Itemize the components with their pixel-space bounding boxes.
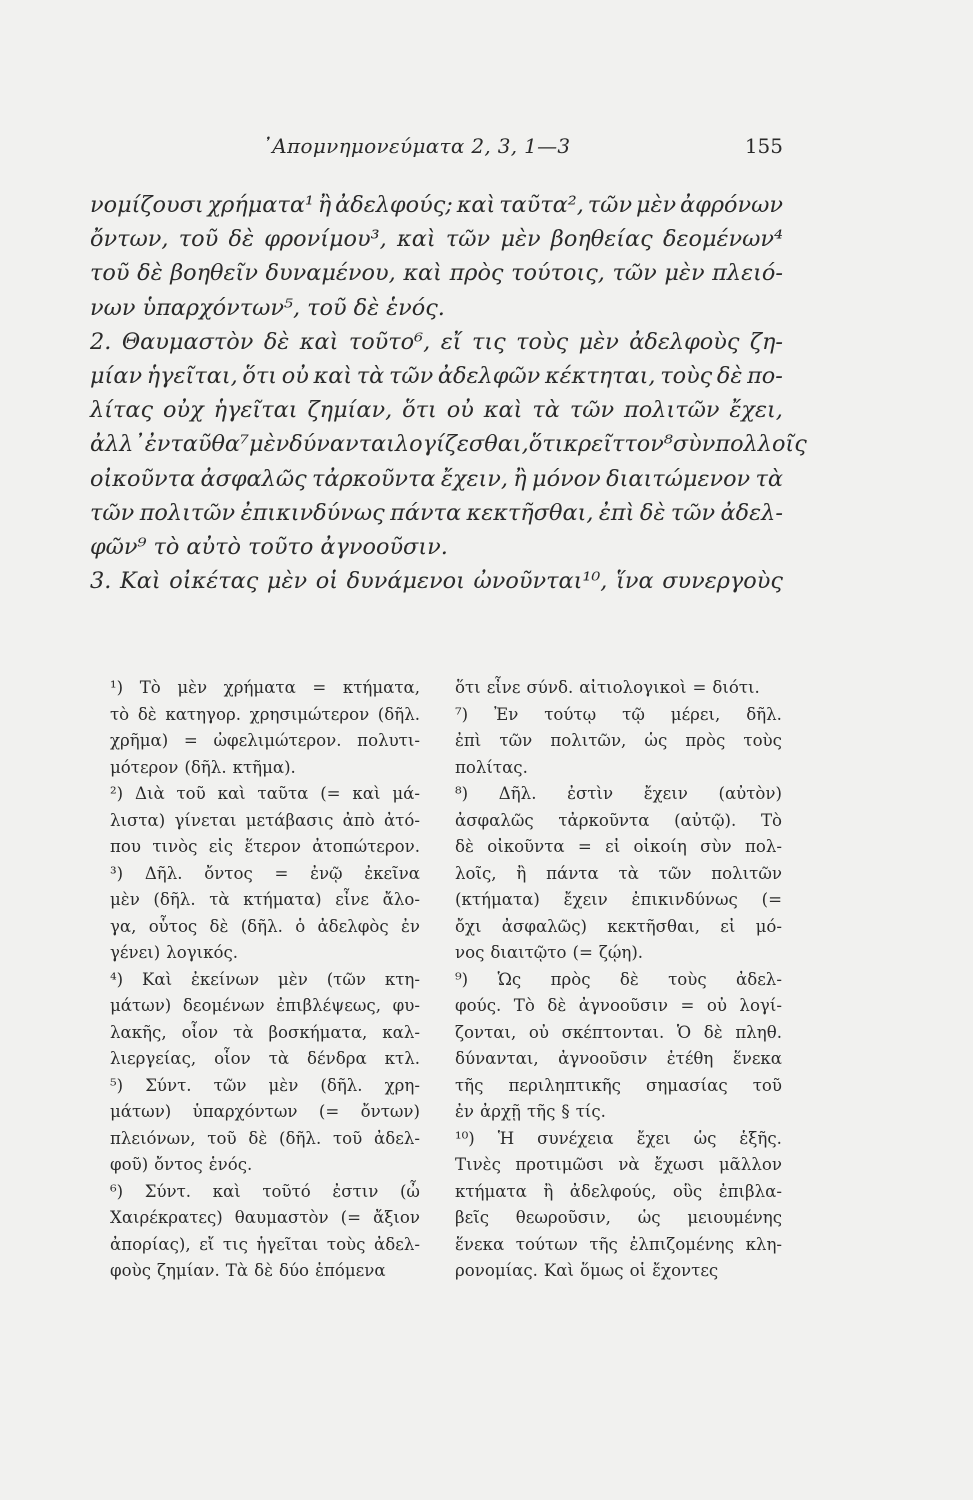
footnote-line: λακῆς, οἷον τὰ βοσκήματα, καλ-	[110, 1022, 420, 1042]
footnote-line: που τινὸς εἰς ἕτερον ἀτοπώτερον.	[110, 837, 420, 856]
main-text	[90, 188, 807, 598]
footnote-line: ¹) Τὸ μὲν χρήματα = κτήματα,	[110, 678, 420, 697]
footnote-line: ⁶) Σύντ. καὶ τοῦτό ἐστιν (ὦ	[110, 1181, 420, 1201]
footnote-line: Τινὲς προτιμῶσι νὰ ἔχωσι μᾶλλον	[455, 1155, 782, 1174]
footnote-line: ⁸) Δῆλ. ἐστὶν ἔχειν (αὐτὸν)	[455, 784, 782, 803]
footnote-line: πλειόνων, τοῦ δὲ (δῆλ. τοῦ ἀδελ-	[110, 1128, 420, 1148]
text-line: ὄντων, τοῦ δὲ φρονίμου³, καὶ τῶν μὲν βοηθείας δεομένων⁴	[90, 226, 783, 253]
footnote-line: λοῖς, ἢ πάντα τὰ τῶν πολιτῶν	[455, 863, 782, 883]
footnote-line: πολίτας.	[455, 757, 528, 777]
footnote-line: φοὺς ζημίαν. Τὰ δὲ δύο ἑπόμενα	[110, 1261, 386, 1280]
footnote-line: χρῆμα) = ὠφελιμώτερον. πολυτι-	[110, 731, 420, 750]
footnote-line: γένει) λογικός.	[110, 943, 239, 962]
text-line: φῶν⁹ τὸ αὐτὸ τοῦτο ἀγνοοῦσιν.	[90, 533, 448, 560]
footnote-line: ⁵) Σύντ. τῶν μὲν (δῆλ. χρη-	[110, 1075, 420, 1095]
footnote-line: ³) Δῆλ. ὄντος = ἐνῷ ἐκεῖνα	[110, 863, 420, 883]
footnote-line: γα, οὗτος δὲ (δῆλ. ὁ ἀδελφὸς ἐν	[110, 916, 420, 936]
text-line: νων ὑπαρχόντων⁵, τοῦ δὲ ἑνός.	[90, 294, 445, 321]
page-number: 155	[744, 134, 783, 158]
text-line: οἰκοῦντα ἀσφαλῶς τἀρκοῦντα ἔχειν, ἢ μόνον διαιτώμενον τὰ	[90, 465, 783, 492]
footnote-line: τῆς περιληπτικῆς σημασίας τοῦ	[455, 1075, 782, 1095]
text-line: 2. Θαυμαστὸν δὲ καὶ τοῦτο⁶, εἴ τις τοὺς μὲν ἀδελφοὺς ζη-	[90, 328, 783, 355]
footnote-line: ⁹) Ὡς πρὸς δὲ τοὺς ἀδελ-	[455, 969, 782, 989]
text-line: τοῦ δὲ βοηθεῖν δυναμένου, καὶ πρὸς τούτοις, τῶν μὲν πλειό-	[90, 260, 783, 287]
footnote-line: ἕνεκα τούτων τῆς ἐλπιζομένης κλη-	[455, 1234, 782, 1254]
footnotes-left-column	[110, 675, 420, 1285]
footnote-line: λιεργείας, οἷον τὰ δένδρα κτλ.	[110, 1049, 420, 1068]
footnote-line: ¹⁰) Ἡ συνέχεια ἔχει ὡς ἑξῆς.	[455, 1128, 782, 1148]
footnote-line: ἀπορίας), εἴ τις ἡγεῖται τοὺς ἀδελ-	[110, 1234, 420, 1254]
footnote-line: ἀσφαλῶς τἀρκοῦντα (αὐτῷ). Τὸ	[455, 810, 782, 830]
text-line: 3. Καὶ οἰκέτας μὲν οἱ δυνάμενοι ὠνοῦνται¹⁰, ἵνα συνεργοὺς	[90, 568, 783, 595]
footnote-line: ἐν ἀρχῇ τῆς § τίς.	[455, 1102, 606, 1121]
footnote-line: τὸ δὲ κατηγορ. χρησιμώτερον (δῆλ.	[110, 704, 420, 724]
text-line: τῶν πολιτῶν ἐπικινδύνως πάντα κεκτῆσθαι, ἐπὶ δὲ τῶν ἀδελ-	[90, 499, 783, 526]
footnote-line: βεῖς θεωροῦσιν, ὡς μειουμένης	[455, 1208, 782, 1227]
footnotes-right-column	[455, 675, 782, 1285]
footnote-line: φοῦ) ὄντος ἑνός.	[110, 1155, 253, 1174]
footnote-line: νος διαιτῷτο (= ζῴη).	[455, 943, 644, 962]
footnote-line: ὅτι εἶνε σύνδ. αἰτιολογικοὶ = διότι.	[455, 678, 760, 697]
footnote-line: ρονομίας. Καὶ ὅμως οἱ ἔχοντες	[455, 1261, 719, 1280]
footnote-line: ⁴) Καὶ ἐκείνων μὲν (τῶν κτη-	[110, 969, 420, 989]
running-head	[262, 134, 783, 158]
footnote-line: Χαιρέκρατες) θαυμαστὸν (= ἄξιον	[110, 1208, 420, 1227]
footnote-line: ὄχι ἀσφαλῶς) κεκτῆσθαι, εἰ μό-	[455, 916, 782, 936]
footnote-line: μάτων) δεομένων ἐπιβλέψεως, φυ-	[110, 996, 420, 1015]
footnote-line: μάτων) ὑπαρχόντων (= ὄντων)	[110, 1102, 420, 1121]
footnote-line: κτήματα ἢ ἀδελφούς, οὓς ἐπιβλα-	[455, 1181, 782, 1201]
footnote-line: λιστα) γίνεται μετάβασις ἀπὸ ἀτό-	[110, 810, 420, 830]
footnote-line: φούς. Τὸ δὲ ἀγνοοῦσιν = οὐ λογί-	[455, 996, 782, 1015]
text-line: λίτας οὐχ ἡγεῖται ζημίαν, ὅτι οὐ καὶ τὰ τῶν πολιτῶν ἔχει,	[90, 397, 783, 424]
text-line: μίαν ἡγεῖται, ὅτι οὐ καὶ τὰ τῶν ἀδελφῶν κέκτηται, τοὺς δὲ πο-	[90, 362, 783, 389]
footnote-line: μὲν (δῆλ. τὰ κτήματα) εἶνε ἄλο-	[110, 890, 420, 909]
footnote-line: ²) Διὰ τοῦ καὶ ταῦτα (= καὶ μά-	[110, 784, 420, 803]
footnote-line: μότερον (δῆλ. κτῆμα).	[110, 757, 296, 777]
text-line: νομίζουσι χρήματα¹ ἢ ἀδελφούς; καὶ ταῦτα², τῶν μὲν ἀφρόνων	[90, 192, 783, 218]
footnote-line: δὲ οἰκοῦντα = εἰ οἰκοίη σὺν πολ-	[455, 837, 782, 856]
text-line: ἀλλ᾿ ἐνταῦθα⁷ μὲν δύνανται λογίζεσθαι, ὅτι κρεῖττον⁸ σὺν πολλοῖς	[90, 431, 807, 458]
footnote-line: ⁷) Ἐν τούτῳ τῷ μέρει, δῆλ.	[455, 704, 782, 724]
running-head-title: ᾿Απομνημονεύματα 2, 3, 1—3	[262, 134, 571, 158]
footnote-line: (κτήματα) ἔχειν ἐπικινδύνως (=	[455, 890, 782, 909]
footnote-line: ζονται, οὐ σκέπτονται. Ὁ δὲ πληθ.	[455, 1022, 782, 1042]
footnote-line: δύνανται, ἀγνοοῦσιν ἐτέθη ἕνεκα	[455, 1049, 782, 1068]
footnote-line: ἐπὶ τῶν πολιτῶν, ὡς πρὸς τοὺς	[455, 731, 782, 750]
